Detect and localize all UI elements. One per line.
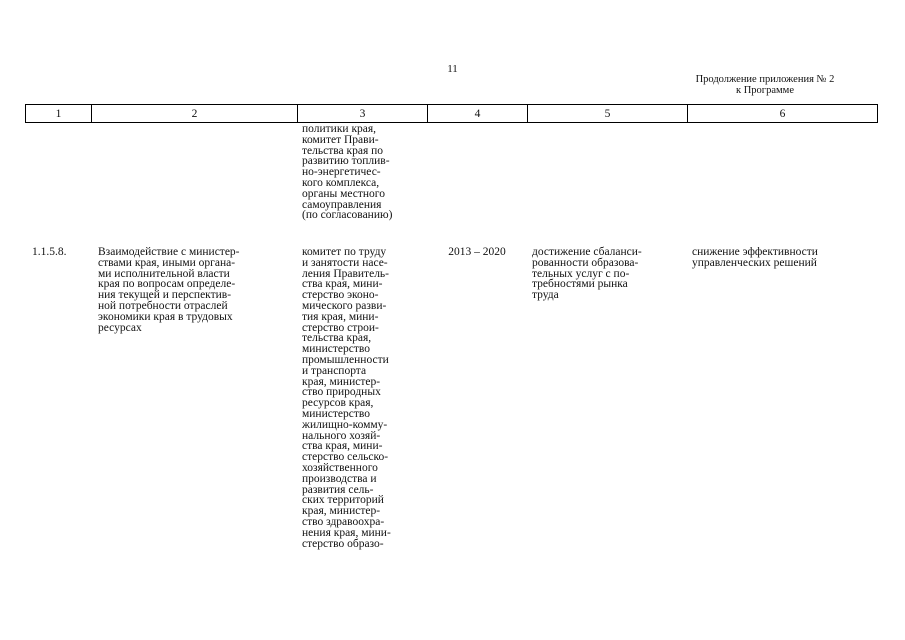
continued-executors-cell: политики края, комитет Прави- тельства края по развитию топлив- но-энергетичес- кого комплекса, органы местного самоуправления (по согласованию) [302, 123, 393, 222]
measure-title-cell: Взаимодействие с министер- ствами края, иными органа- ми исполнительной власти края по вопросам определе- ния текущей и перспектив- ной потребности отраслей экономики края в трудовых ресурсах [98, 246, 240, 334]
column-number-2: 2 [92, 105, 298, 123]
appendix-caption [660, 74, 870, 96]
page-number: 11 [447, 63, 458, 75]
appendix-line-2: к Программе [736, 85, 794, 96]
header-row [26, 105, 878, 123]
column-number-1: 1 [26, 105, 92, 123]
column-number-4: 4 [428, 105, 528, 123]
row-number-cell: 1.1.5.8. [32, 246, 67, 258]
consequence-cell: снижение эффективности управленческих решений [692, 246, 818, 269]
column-number-header [25, 104, 878, 123]
appendix-line-1: Продолжение приложения № 2 [695, 74, 835, 85]
executors-cell: комитет по труду и занятости насе- ления Правитель- ства края, мини- стерство эконо- мического разви- тия края, мини- стерство строи- тельства края, министерство промышленности и транспорта края, министер- ство природных ресурсов края, министерство жилищно-комму- нального хозяй- ства края, мини- стерство сельско- хозяйственного производства и развития сель- ских территорий края, министер- ство здравоохра- нения края, мини- стерство образо- [302, 246, 391, 550]
period-cell: 2013 – 2020 [448, 246, 506, 258]
expected-result-cell: достижение сбаланси- рованности образова- тельных услуг с по- требностями рынка труда [532, 246, 642, 302]
column-number-3: 3 [298, 105, 428, 123]
column-number-5: 5 [528, 105, 688, 123]
column-number-6: 6 [688, 105, 878, 123]
